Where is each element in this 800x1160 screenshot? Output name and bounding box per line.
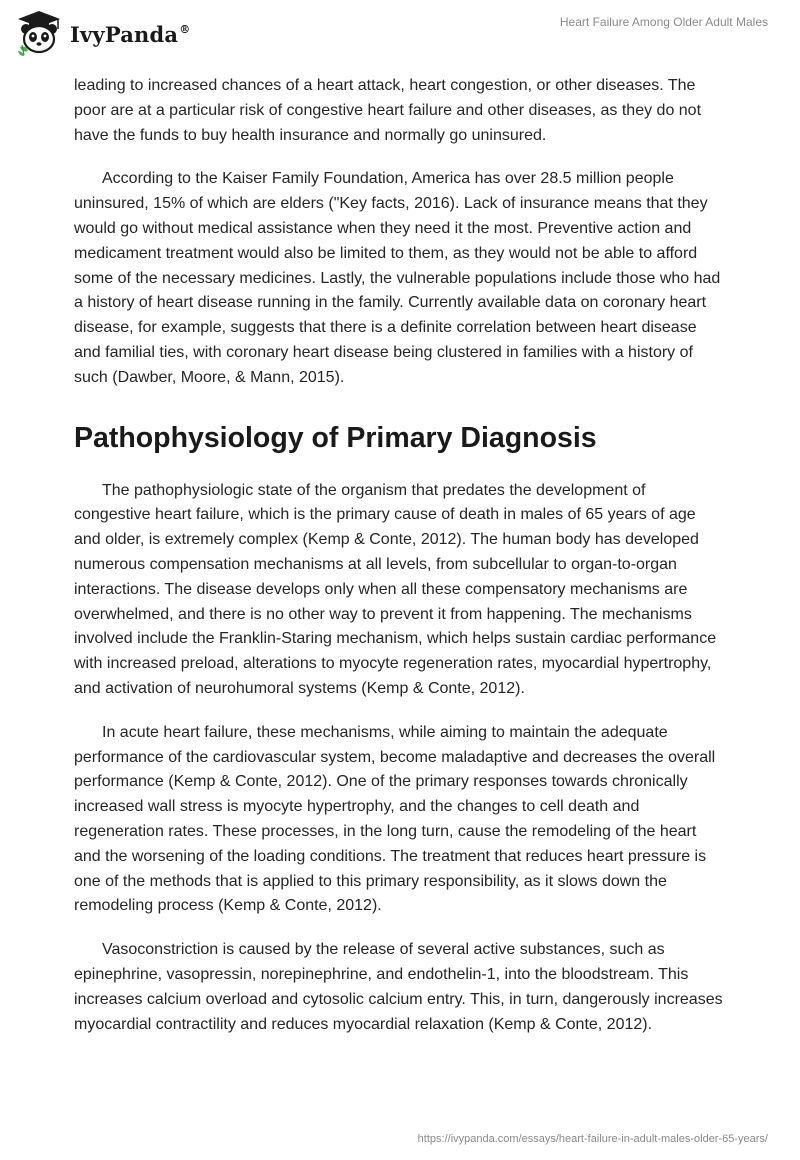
document-title: Heart Failure Among Older Adult Males — [559, 15, 768, 29]
source-url[interactable]: https://ivypanda.com/essays/heart-failure-in-adult-males-older-65-years/ — [417, 1133, 768, 1145]
page-header — [0, 0, 800, 64]
brand-name: IvyPanda® — [70, 21, 191, 47]
panda-mascot-icon — [14, 7, 64, 57]
paragraph-pathophysiologic-state: The pathophysiologic state of the organism that predates the development of congestive heart failure, which is the primary cause of death in males of 65 years of age and older, is extremely complex (Kemp & Conte, 2012). The human body has developed numerous compensation mechanisms at all levels, from subcellular to organ-to-organ interactions. The disease develops only when all these compensatory mechanisms are overwhelmed, and there is no other way to prevent it from happening. The mechanisms involved include the Franklin-Staring mechanism, which helps sustain cardiac performance with increased preload, alterations to myocyte regeneration rates, myocardial hypertrophy, and activation of neurohumoral systems (Kemp & Conte, 2012). — [74, 481, 717, 697]
registered-mark: ® — [179, 22, 191, 36]
section-heading: Pathophysiology of Primary Diagnosis — [74, 421, 597, 454]
paragraph-acute-heart-failure: In acute heart failure, these mechanisms, while aiming to maintain the adequate performance of the cardiovascular system, become maladaptive and decreases the overall performance (Kemp & Conte, 2012). One of the primary responses towards chronically increased wall stress is myocyte hypertrophy, and the changes to cell death and regeneration rates. These processes, in the long turn, cause the remodeling of the heart and the worsening of the loading conditions. The treatment that reduces heart pressure is one of the methods that is applied to this primary responsibility, as it slows down the remodeling process (Kemp & Conte, 2012). — [74, 723, 716, 915]
article-body — [74, 74, 726, 1056]
paragraph-vasoconstriction: Vasoconstriction is caused by the release of several active substances, such as epinephrine, vasopressin, norepinephrine, and endothelin-1, into the bloodstream. This increases calcium overload and cytosolic calcium entry. This, in turn, dangerously increases myocardial contractility and reduces myocardial relaxation (Kemp & Conte, 2012). — [74, 941, 723, 1033]
paragraph-kaiser: According to the Kaiser Family Foundation, America has over 28.5 million people uninsured, 15% of which are elders ("Key facts, 2016). Lack of insurance means that they would go without medical assistance when they need it the most. Preventive action and medicament treatment would also be limited to them, as they would not be able to afford some of the necessary medicines. Lastly, the vulnerable populations include those who had a history of heart disease running in the family. Currently available data on coronary heart disease, for example, suggests that there is a definite correlation between heart disease and familial ties, with coronary heart disease being clustered in families with a history of such (Dawber, Moore, & Mann, 2015). — [74, 170, 721, 386]
brand-logo[interactable] — [14, 7, 190, 57]
paragraph-continued: leading to increased chances of a heart attack, heart congestion, or other diseases. The poor are at a particular risk of congestive heart failure and other diseases, as they do not have the funds to buy health insurance and normally go uninsured. — [74, 77, 702, 144]
